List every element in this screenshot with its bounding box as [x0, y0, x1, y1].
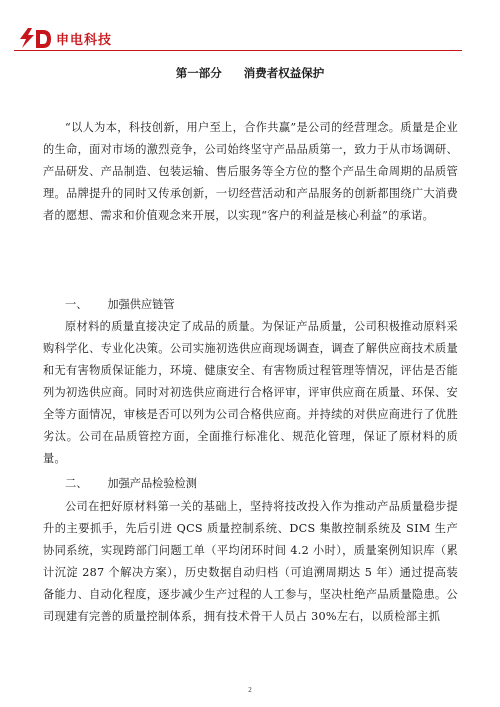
header-divider [14, 50, 462, 51]
supply-chain-paragraph: 原材料的质量直接决定了成品的质量。为保证产品质量，公司积极推动原料采购科学化、专业化决策。公司实施初选供应商现场调查，调查了解供应商技术质量和无有害物质保证能力，环境、健康安全、有害物质过程管理等情况，评估是否能列为初选供应商。同时对初选供应商进行合格评审，评审供应商在质量、环保、安全等方面情况，审核是否可以列为公司合格供应商。并持续的对供应商进行了优胜劣汰。公司在品质管控方面，全面推行标准化、规范化管理，保证了原材料的质量。 [43, 320, 458, 465]
heading-inspection [65, 473, 197, 495]
company-name: 申电科技 [56, 33, 113, 48]
document-header [16, 26, 476, 52]
heading-number: 二、 [65, 477, 88, 490]
inspection-paragraph: 公司在把好原材料第一关的基础上，坚持将技改投入作为推动产品质量稳步提升的主要抓手，先后引进 QCS 质量控制系统、DCS 集散控制系统及 SIM 生产协同系统，实现跨部门问题工单（平均闭环时间 4.2 小时），质量案例知识库（累计沉淀 287 个解决方案），历史数据自动归档（可追溯周期达 5 年）通过提高装备能力、自动化程度，逐步减少生产过程的人工参与，坚决杜绝产品质量隐患。公司现建有完善的质量控制体系，拥有技术骨干人员占 30%左右，以质检部主抓 [43, 500, 458, 623]
section-part-label: 第一部分 [175, 66, 222, 80]
intro-paragraph: “以人为本，科技创新，用户至上，合作共赢”是公司的经营理念。质量是企业的生命，面对市场的激烈竞争，公司始终坚守产品品质第一，致力于从市场调研、产品研发、产品制造、包装运输、售后服务等全方位的整个产品生命周期的品质管理。品牌提升的同时又传承创新，一切经营活动和产品服务的创新都围绕广大消费者的愿想、需求和价值观念来开展，以实现“客户的利益是核心利益”的承诺。 [43, 121, 458, 222]
section-title-text: 消费者权益保护 [243, 66, 325, 80]
heading-text: 加强供应链管 [107, 298, 175, 311]
heading-supply-chain [65, 294, 175, 316]
page-number: 2 [248, 686, 252, 694]
heading-number: 一、 [65, 298, 88, 311]
company-logo-icon [16, 26, 56, 50]
section-title [0, 65, 500, 81]
heading-text: 加强产品检验检测 [107, 477, 197, 490]
